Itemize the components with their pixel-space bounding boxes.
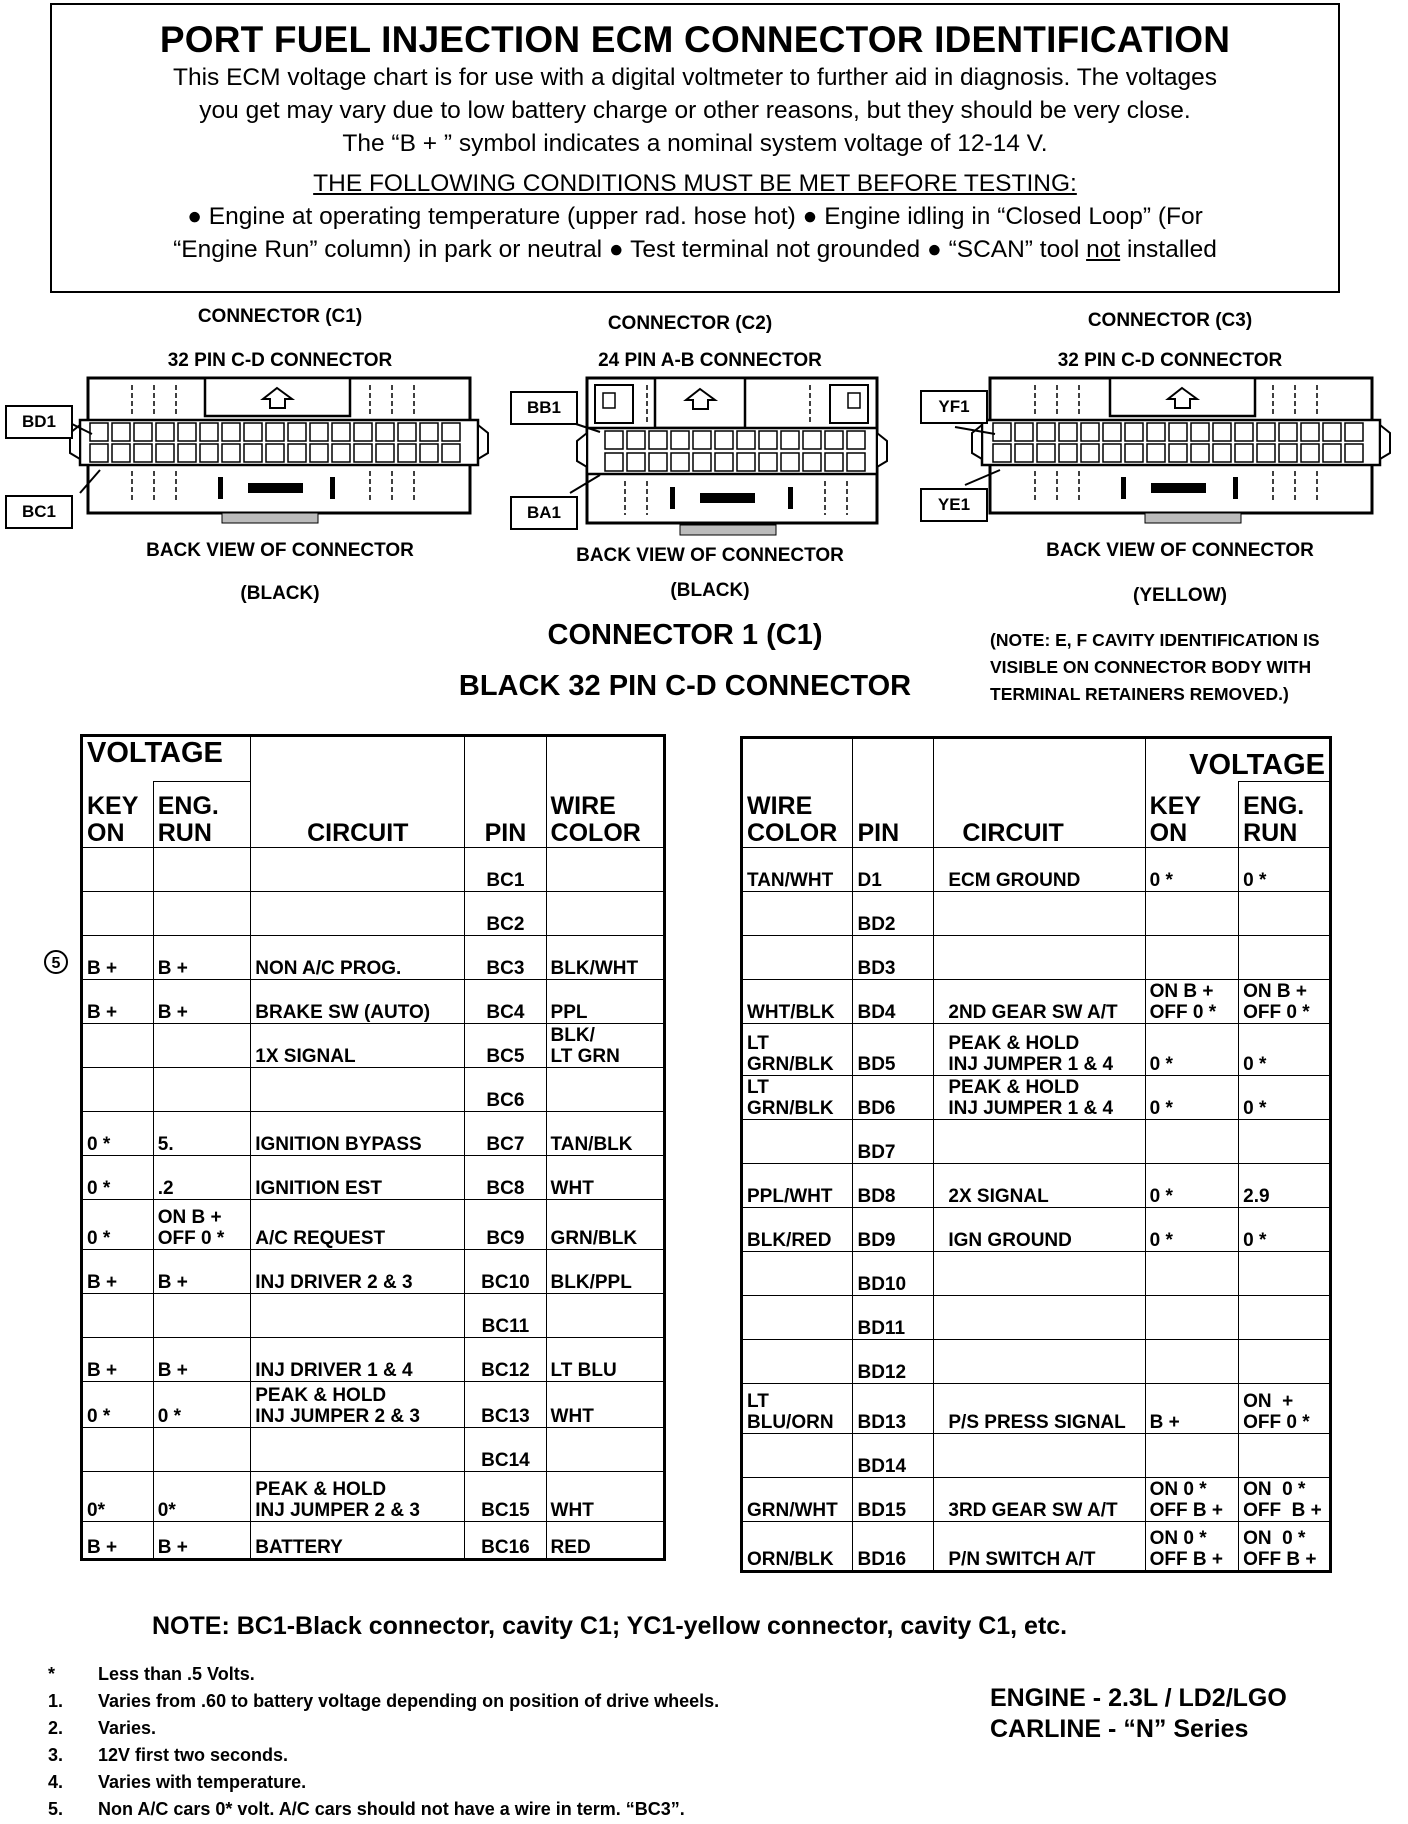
left-eng-cell [153, 1068, 251, 1112]
right-eng-header: ENG. RUN [1239, 782, 1331, 848]
header-line-1: This ECM voltage chart is for use with a digital voltmeter to further aid in diagnosis. The voltages [172, 64, 1217, 91]
right-wire-cell [742, 892, 853, 936]
left-table-row [82, 1068, 665, 1112]
right-eng-cell [1239, 1252, 1331, 1296]
left-key-cell [82, 848, 154, 892]
right-circuit-cell: P/S PRESS SIGNAL [934, 1384, 1145, 1434]
left-wire-cell: WHT [546, 1472, 664, 1522]
footnote-number: 2. [48, 1718, 64, 1738]
right-eng-cell [1239, 892, 1331, 936]
left-table-row [82, 1024, 665, 1068]
left-eng-cell [153, 1024, 251, 1068]
left-key-cell [82, 1428, 154, 1472]
left-pin-cell: BC7 [465, 1112, 546, 1156]
left-eng-cell: B + [153, 1250, 251, 1294]
left-voltage-header: VOLTAGE [82, 736, 251, 782]
cavity-note-3: TERMINAL RETAINERS REMOVED.) [990, 684, 1289, 704]
right-circuit-cell: 3RD GEAR SW A/T [934, 1478, 1145, 1522]
left-table-row [82, 892, 665, 936]
connector-c1-view: BACK VIEW OF CONNECTOR [146, 540, 414, 561]
right-table-row [742, 1434, 1331, 1478]
right-key-cell [1145, 892, 1238, 936]
right-pin-cell: BD4 [853, 980, 934, 1024]
right-table-row [742, 1296, 1331, 1340]
carline-line: CARLINE - “N” Series [990, 1715, 1249, 1743]
connector-c2-label-bottom: BA1 [510, 496, 578, 530]
left-key-cell [82, 1068, 154, 1112]
left-pin-cell: BC5 [465, 1024, 546, 1068]
right-table-row [742, 892, 1331, 936]
left-wire-cell [546, 892, 664, 936]
conditions-title: THE FOLLOWING CONDITIONS MUST BE MET BEFORE TESTING: [313, 170, 1077, 197]
right-circuit-cell [934, 1252, 1145, 1296]
right-circuit-cell [934, 1296, 1145, 1340]
left-table-row [82, 1294, 665, 1338]
right-circuit-cell [934, 892, 1145, 936]
left-table-row [82, 1428, 665, 1472]
left-circuit-cell: INJ DRIVER 2 & 3 [251, 1250, 465, 1294]
right-circuit-cell: PEAK & HOLD INJ JUMPER 1 & 4 [934, 1076, 1145, 1120]
right-voltage-header: VOLTAGE [1145, 738, 1330, 782]
connector-c2-view: BACK VIEW OF CONNECTOR [576, 545, 844, 566]
left-table-row [82, 1156, 665, 1200]
footnote-number: 1. [48, 1691, 64, 1711]
right-key-cell: 0 * [1145, 848, 1238, 892]
left-wire-header: WIRE COLOR [546, 736, 664, 848]
left-table-row [82, 980, 665, 1024]
left-table-row [82, 1522, 665, 1560]
right-pin-cell: BD15 [853, 1478, 934, 1522]
left-pin-cell: BC13 [465, 1382, 546, 1428]
left-circuit-cell [251, 1428, 465, 1472]
bottom-note: NOTE: BC1-Black connector, cavity C1; YC1-yellow connector, cavity C1, etc. [152, 1612, 1068, 1640]
right-key-cell: B + [1145, 1384, 1238, 1434]
footnote-text: Less than .5 Volts. [98, 1664, 255, 1684]
left-circuit-cell: IGNITION EST [251, 1156, 465, 1200]
header-line-3: The “B + ” symbol indicates a nominal system voltage of 12-14 V. [342, 130, 1048, 157]
left-circuit-cell: 1X SIGNAL [251, 1024, 465, 1068]
right-wire-cell: PPL/WHT [742, 1164, 853, 1208]
connector-c1-color: (BLACK) [240, 583, 320, 604]
right-pin-cell: BD3 [853, 936, 934, 980]
right-circuit-cell: ECM GROUND [934, 848, 1145, 892]
right-eng-cell: 0 * [1239, 1024, 1331, 1076]
right-wire-cell [742, 936, 853, 980]
right-eng-cell: 2.9 [1239, 1164, 1331, 1208]
left-eng-cell: 0* [153, 1472, 251, 1522]
cavity-note-1: (NOTE: E, F CAVITY IDENTIFICATION IS [990, 630, 1320, 650]
left-table-body [82, 848, 665, 1560]
left-eng-cell [153, 848, 251, 892]
right-wire-cell: LT GRN/BLK [742, 1076, 853, 1120]
right-circuit-cell: PEAK & HOLD INJ JUMPER 1 & 4 [934, 1024, 1145, 1076]
right-pin-cell: BD11 [853, 1296, 934, 1340]
left-circuit-cell: NON A/C PROG. [251, 936, 465, 980]
page-title: PORT FUEL INJECTION ECM CONNECTOR IDENTIFICATION [159, 19, 1231, 60]
left-key-cell: 0 * [82, 1156, 154, 1200]
right-key-cell: 0 * [1145, 1076, 1238, 1120]
right-wire-cell: LT GRN/BLK [742, 1024, 853, 1076]
right-key-cell: 0 * [1145, 1208, 1238, 1252]
left-circuit-cell [251, 1068, 465, 1112]
engine-info [990, 1683, 1390, 1745]
right-wire-header: WIRE COLOR [742, 738, 853, 848]
left-table-row [82, 1472, 665, 1522]
right-pin-cell: BD13 [853, 1384, 934, 1434]
left-circuit-header: CIRCUIT [251, 736, 465, 848]
left-eng-cell: B + [153, 1522, 251, 1560]
right-pin-cell: BD8 [853, 1164, 934, 1208]
left-eng-cell [153, 1428, 251, 1472]
right-key-cell: ON 0 * OFF B + [1145, 1478, 1238, 1522]
right-circuit-cell: IGN GROUND [934, 1208, 1145, 1252]
section-title-1: CONNECTOR 1 (C1) [547, 619, 823, 651]
right-eng-cell [1239, 1296, 1331, 1340]
left-wire-cell: LT BLU [546, 1338, 664, 1382]
left-circuit-cell: BATTERY [251, 1522, 465, 1560]
left-eng-cell: B + [153, 936, 251, 980]
left-circuit-cell: PEAK & HOLD INJ JUMPER 2 & 3 [251, 1382, 465, 1428]
right-header-row-1 [742, 738, 1331, 782]
connector-c2-color: (BLACK) [670, 580, 750, 601]
left-eng-cell: 5. [153, 1112, 251, 1156]
left-eng-cell: B + [153, 980, 251, 1024]
right-circuit-cell: P/N SWITCH A/T [934, 1522, 1145, 1572]
right-wire-cell [742, 1120, 853, 1164]
footnote-text: Varies from .60 to battery voltage depending on position of drive wheels. [98, 1691, 720, 1711]
right-circuit-header: CIRCUIT [934, 738, 1145, 848]
left-pin-header: PIN [465, 736, 546, 848]
right-wire-cell: GRN/WHT [742, 1478, 853, 1522]
right-circuit-cell [934, 1120, 1145, 1164]
left-circuit-cell [251, 848, 465, 892]
left-pin-cell: BC14 [465, 1428, 546, 1472]
right-eng-cell: ON + OFF 0 * [1239, 1384, 1331, 1434]
left-table-row [82, 1112, 665, 1156]
right-key-cell: ON B + OFF 0 * [1145, 980, 1238, 1024]
section-title-2: BLACK 32 PIN C-D CONNECTOR [458, 670, 912, 702]
cavity-note-2: VISIBLE ON CONNECTOR BODY WITH [990, 657, 1312, 677]
right-wire-cell [742, 1296, 853, 1340]
left-eng-cell: 0 * [153, 1382, 251, 1428]
right-pin-cell: BD12 [853, 1340, 934, 1384]
left-pin-cell: BC11 [465, 1294, 546, 1338]
left-eng-cell [153, 892, 251, 936]
footnote-number: 3. [48, 1745, 64, 1765]
left-pin-cell: BC8 [465, 1156, 546, 1200]
left-table-row [82, 1338, 665, 1382]
right-key-cell [1145, 1252, 1238, 1296]
left-pin-cell: BC3 [465, 936, 546, 980]
footnote-text: Varies. [98, 1718, 157, 1738]
condition-not: not [1086, 236, 1121, 263]
right-eng-cell: ON 0 * OFF B + [1239, 1478, 1331, 1522]
connector-c1-body [70, 378, 488, 523]
right-table-row [742, 1478, 1331, 1522]
left-pin-cell: BC16 [465, 1522, 546, 1560]
right-circuit-cell [934, 936, 1145, 980]
right-pin-cell: BD5 [853, 1024, 934, 1076]
right-pin-cell: D1 [853, 848, 934, 892]
left-pin-table [80, 734, 666, 1561]
condition-line-2 [52, 233, 1338, 266]
right-table-row [742, 848, 1331, 892]
left-pin-cell: BC15 [465, 1472, 546, 1522]
connector-c1-type: 32 PIN C-D CONNECTOR [167, 350, 393, 371]
left-wire-cell: WHT [546, 1382, 664, 1428]
right-key-cell [1145, 1434, 1238, 1478]
footnote-marker-circle: 5 [44, 950, 68, 974]
right-wire-cell [742, 1434, 853, 1478]
right-wire-cell: ORN/BLK [742, 1522, 853, 1572]
right-wire-cell: BLK/RED [742, 1208, 853, 1252]
right-table-row [742, 1208, 1331, 1252]
connector-c3-type: 32 PIN C-D CONNECTOR [1057, 350, 1283, 371]
footnote-text: Varies with temperature. [98, 1772, 307, 1792]
connector-c2-type: 24 PIN A-B CONNECTOR [598, 350, 822, 371]
left-wire-cell: BLK/WHT [546, 936, 664, 980]
right-key-cell: ON 0 * OFF B + [1145, 1522, 1238, 1572]
connector-c2-name: CONNECTOR (C2) [607, 313, 773, 334]
right-table-row [742, 936, 1331, 980]
connector-c3-label-bottom: YE1 [920, 488, 988, 522]
right-eng-cell [1239, 1434, 1331, 1478]
left-pin-cell: BC1 [465, 848, 546, 892]
right-table-row [742, 1522, 1331, 1572]
left-wire-cell: PPL [546, 980, 664, 1024]
left-pin-cell: BC9 [465, 1200, 546, 1250]
right-wire-cell: TAN/WHT [742, 848, 853, 892]
right-table-row [742, 1120, 1331, 1164]
left-wire-cell: BLK/PPL [546, 1250, 664, 1294]
connector-c3-view: BACK VIEW OF CONNECTOR [1046, 540, 1314, 561]
right-circuit-cell [934, 1434, 1145, 1478]
left-key-cell [82, 892, 154, 936]
right-key-cell [1145, 1120, 1238, 1164]
right-pin-cell: BD10 [853, 1252, 934, 1296]
right-pin-cell: BD16 [853, 1522, 934, 1572]
left-table-row [82, 1382, 665, 1428]
right-eng-cell: ON 0 * OFF B + [1239, 1522, 1331, 1572]
condition-line-2b: installed [1120, 236, 1217, 263]
left-wire-cell [546, 1428, 664, 1472]
left-key-cell: B + [82, 1338, 154, 1382]
left-wire-cell: TAN/BLK [546, 1112, 664, 1156]
right-eng-cell [1239, 1120, 1331, 1164]
right-table-row [742, 1164, 1331, 1208]
left-circuit-cell: A/C REQUEST [251, 1200, 465, 1250]
right-pin-cell: BD6 [853, 1076, 934, 1120]
left-wire-cell: RED [546, 1522, 664, 1560]
left-key-cell [82, 1024, 154, 1068]
left-pin-cell: BC4 [465, 980, 546, 1024]
left-circuit-cell [251, 1294, 465, 1338]
right-pin-table [740, 736, 1332, 1573]
left-table-row [82, 936, 665, 980]
connector-c3-body [955, 378, 1390, 523]
engine-line: ENGINE - 2.3L / LD2/LGO [990, 1684, 1287, 1712]
left-key-header: KEY ON [82, 782, 154, 848]
left-circuit-cell: IGNITION BYPASS [251, 1112, 465, 1156]
right-circuit-cell: 2ND GEAR SW A/T [934, 980, 1145, 1024]
right-eng-cell [1239, 1340, 1331, 1384]
header-box [50, 3, 1340, 293]
right-wire-cell [742, 1340, 853, 1384]
left-pin-cell: BC6 [465, 1068, 546, 1112]
left-circuit-cell: PEAK & HOLD INJ JUMPER 2 & 3 [251, 1472, 465, 1522]
left-eng-cell: ON B + OFF 0 * [153, 1200, 251, 1250]
right-eng-cell: 0 * [1239, 848, 1331, 892]
connector-c1-label-top: BD1 [5, 405, 73, 439]
left-key-cell: 0 * [82, 1382, 154, 1428]
right-pin-cell: BD2 [853, 892, 934, 936]
right-key-cell: 0 * [1145, 1024, 1238, 1076]
connector-c1-diagram [0, 375, 495, 535]
connector-c1-name: CONNECTOR (C1) [197, 306, 363, 327]
left-circuit-cell [251, 892, 465, 936]
right-table-row [742, 1024, 1331, 1076]
right-pin-cell: BD7 [853, 1120, 934, 1164]
right-wire-cell: WHT/BLK [742, 980, 853, 1024]
right-wire-cell: LT BLU/ORN [742, 1384, 853, 1434]
left-table-row [82, 1200, 665, 1250]
footnote-number: 5. [48, 1799, 64, 1819]
left-key-cell: 0 * [82, 1200, 154, 1250]
right-table-body [742, 848, 1331, 1572]
right-wire-cell [742, 1252, 853, 1296]
left-pin-cell: BC12 [465, 1338, 546, 1382]
right-table-row [742, 1252, 1331, 1296]
right-key-cell [1145, 1296, 1238, 1340]
left-wire-cell [546, 848, 664, 892]
condition-line-2a: “Engine Run” column) in park or neutral ● Test terminal not grounded ● “SCAN” tool [173, 236, 1087, 263]
right-table-row [742, 1384, 1331, 1434]
right-table-row [742, 1076, 1331, 1120]
left-eng-header: ENG. RUN [153, 782, 251, 848]
right-key-header: KEY ON [1145, 782, 1238, 848]
left-circuit-cell: BRAKE SW (AUTO) [251, 980, 465, 1024]
left-key-cell [82, 1294, 154, 1338]
footnote-number: 4. [48, 1772, 64, 1792]
left-table-row [82, 1250, 665, 1294]
right-eng-cell: 0 * [1239, 1076, 1331, 1120]
left-eng-cell [153, 1294, 251, 1338]
left-pin-cell: BC10 [465, 1250, 546, 1294]
right-table-row [742, 980, 1331, 1024]
condition-line-1: ● Engine at operating temperature (upper rad. hose hot) ● Engine idling in “Closed Loop” (For [187, 203, 1203, 230]
left-key-cell: B + [82, 1250, 154, 1294]
right-eng-cell [1239, 936, 1331, 980]
connector-c2-body [570, 378, 887, 535]
left-key-cell: 0 * [82, 1112, 154, 1156]
left-key-cell: B + [82, 980, 154, 1024]
left-eng-cell: .2 [153, 1156, 251, 1200]
footnote-number: * [48, 1664, 56, 1684]
connector-c3-label-top: YF1 [920, 390, 988, 424]
left-table-row [82, 848, 665, 892]
right-key-cell [1145, 1340, 1238, 1384]
left-wire-cell [546, 1294, 664, 1338]
right-pin-cell: BD14 [853, 1434, 934, 1478]
left-key-cell: B + [82, 1522, 154, 1560]
left-key-cell: B + [82, 936, 154, 980]
left-pin-cell: BC2 [465, 892, 546, 936]
left-circuit-cell: INJ DRIVER 1 & 4 [251, 1338, 465, 1382]
left-eng-cell: B + [153, 1338, 251, 1382]
connector-c1-label-bottom: BC1 [5, 495, 73, 529]
connector-c2-label-top: BB1 [510, 391, 578, 425]
left-wire-cell [546, 1068, 664, 1112]
right-key-cell [1145, 936, 1238, 980]
left-key-cell: 0* [82, 1472, 154, 1522]
right-table-row [742, 1340, 1331, 1384]
left-wire-cell: GRN/BLK [546, 1200, 664, 1250]
cavity-note [990, 627, 1390, 708]
right-eng-cell: 0 * [1239, 1208, 1331, 1252]
right-circuit-cell [934, 1340, 1145, 1384]
footnote-text: Non A/C cars 0* volt. A/C cars should not have a wire in term. “BC3”. [98, 1799, 685, 1819]
connector-c3-color: (YELLOW) [1133, 585, 1227, 606]
right-circuit-cell: 2X SIGNAL [934, 1164, 1145, 1208]
right-pin-cell: BD9 [853, 1208, 934, 1252]
footnote-text: 12V first two seconds. [98, 1745, 289, 1765]
left-wire-cell: WHT [546, 1156, 664, 1200]
right-pin-header: PIN [853, 738, 934, 848]
connector-c3-name: CONNECTOR (C3) [1087, 310, 1253, 331]
header-line-2: you get may vary due to low battery charge or other reasons, but they should be very close. [199, 97, 1191, 124]
left-header-row-1 [82, 736, 665, 782]
left-wire-cell: BLK/ LT GRN [546, 1024, 664, 1068]
right-eng-cell: ON B + OFF 0 * [1239, 980, 1331, 1024]
right-key-cell: 0 * [1145, 1164, 1238, 1208]
